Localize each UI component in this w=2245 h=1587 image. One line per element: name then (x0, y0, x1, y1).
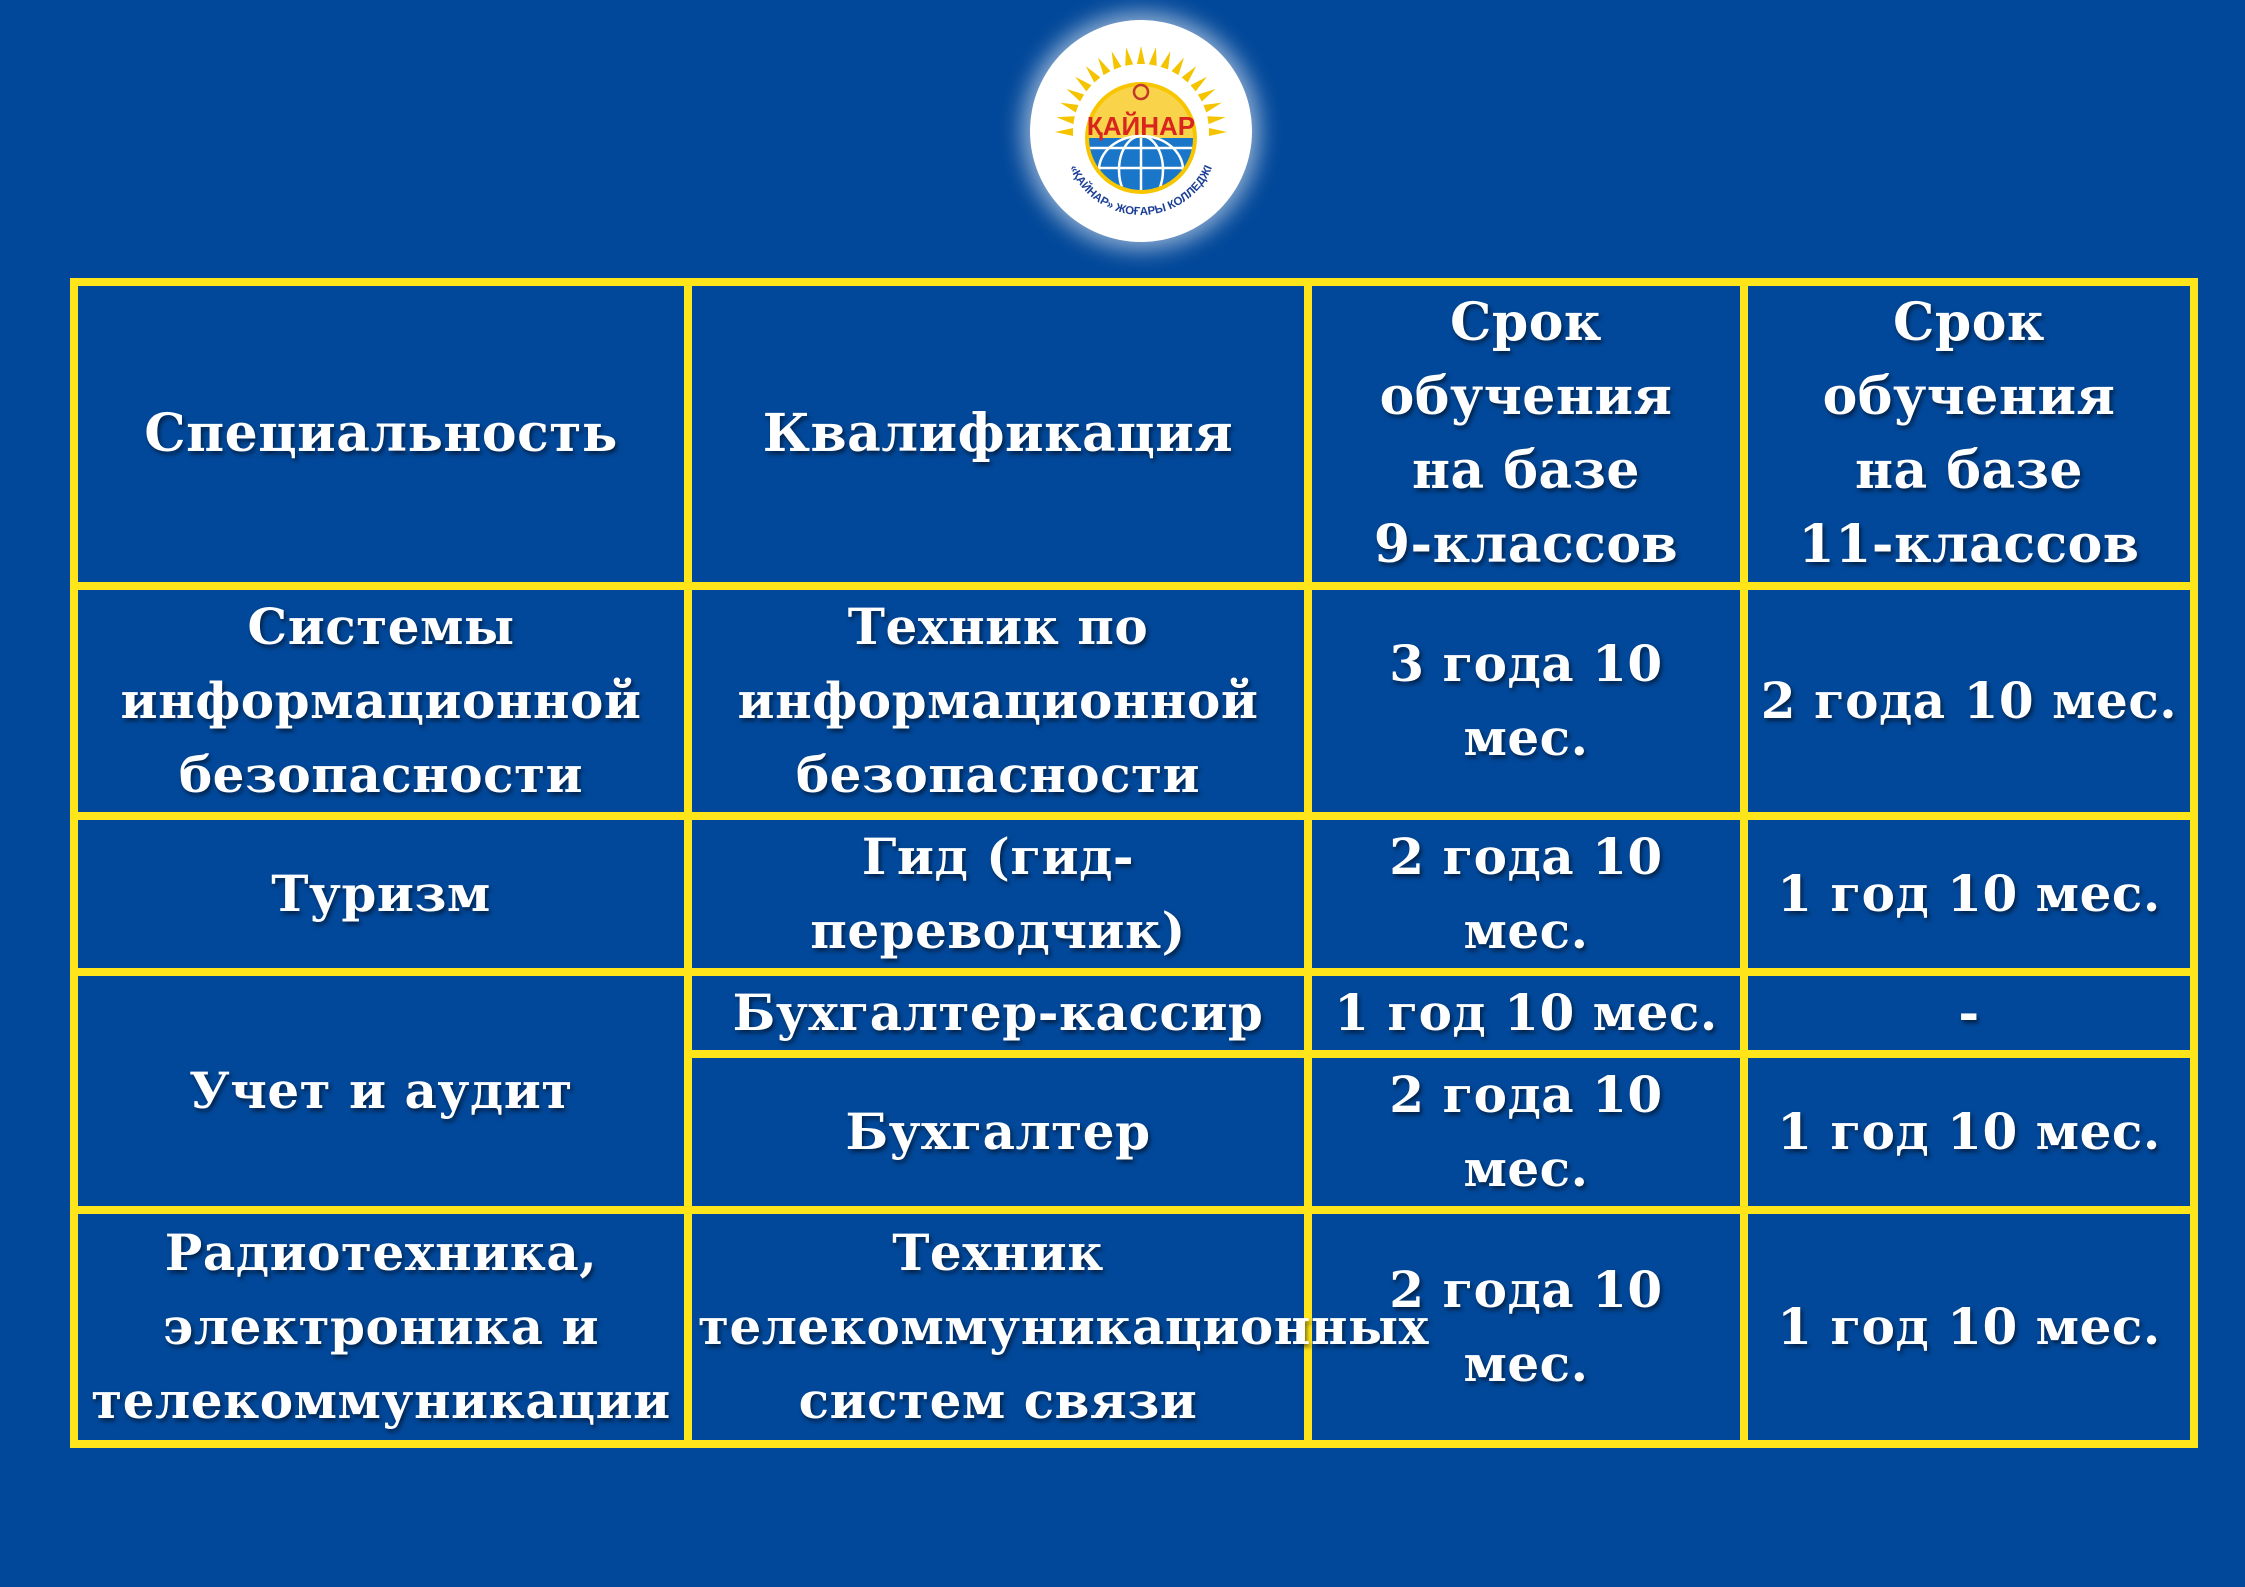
cell-term-9: 1 год 10 мес. (1308, 972, 1744, 1054)
cell-term-11: 2 года 10 мес. (1744, 586, 2194, 816)
cell-qualification: Техник по информационной безопасности (688, 586, 1308, 816)
cell-term-11: 1 год 10 мес. (1744, 1210, 2194, 1444)
header-specialty: Специальность (74, 282, 688, 586)
cell-specialty: Радиотехника, электроника и телекоммуникации (74, 1210, 688, 1444)
cell-term-9: 2 года 10 мес. (1308, 1210, 1744, 1444)
cell-term-9: 2 года 10 мес. (1308, 816, 1744, 972)
table-row (74, 816, 2194, 972)
cell-specialty: Туризм (74, 816, 688, 972)
cell-term-9: 2 года 10 мес. (1308, 1054, 1744, 1210)
cell-term-11: - (1744, 972, 2194, 1054)
cell-specialty: Учет и аудит (74, 972, 688, 1210)
sun-globe-emblem (1030, 20, 1252, 242)
cell-qualification: Бухгалтер (688, 1054, 1308, 1210)
header-qualification: Квалификация (688, 282, 1308, 586)
table-row (74, 1210, 2194, 1444)
table-row (74, 972, 2194, 1054)
cell-term-9: 3 года 10 мес. (1308, 586, 1744, 816)
logo-name: ҚАЙНАР (1086, 111, 1196, 141)
college-logo (1030, 20, 1252, 242)
table-header-row (74, 282, 2194, 586)
cell-term-11: 1 год 10 мес. (1744, 1054, 2194, 1210)
cell-specialty: Системы информационной безопасности (74, 586, 688, 816)
header-term-11: Срок обучения на базе 11-классов (1744, 282, 2194, 586)
header-term-9: Срок обучения на базе 9-классов (1308, 282, 1744, 586)
education-terms-table (70, 278, 2198, 1448)
table-row (74, 586, 2194, 816)
cell-term-11: 1 год 10 мес. (1744, 816, 2194, 972)
cell-qualification: Техник телекоммуникационных систем связи (688, 1210, 1308, 1444)
cell-qualification: Бухгалтер-кассир (688, 972, 1308, 1054)
logo-ring-text: «ҚАЙНАР» ЖОҒАРЫ КОЛЛЕДЖІ (1066, 163, 1215, 219)
cell-qualification: Гид (гид-переводчик) (688, 816, 1308, 972)
